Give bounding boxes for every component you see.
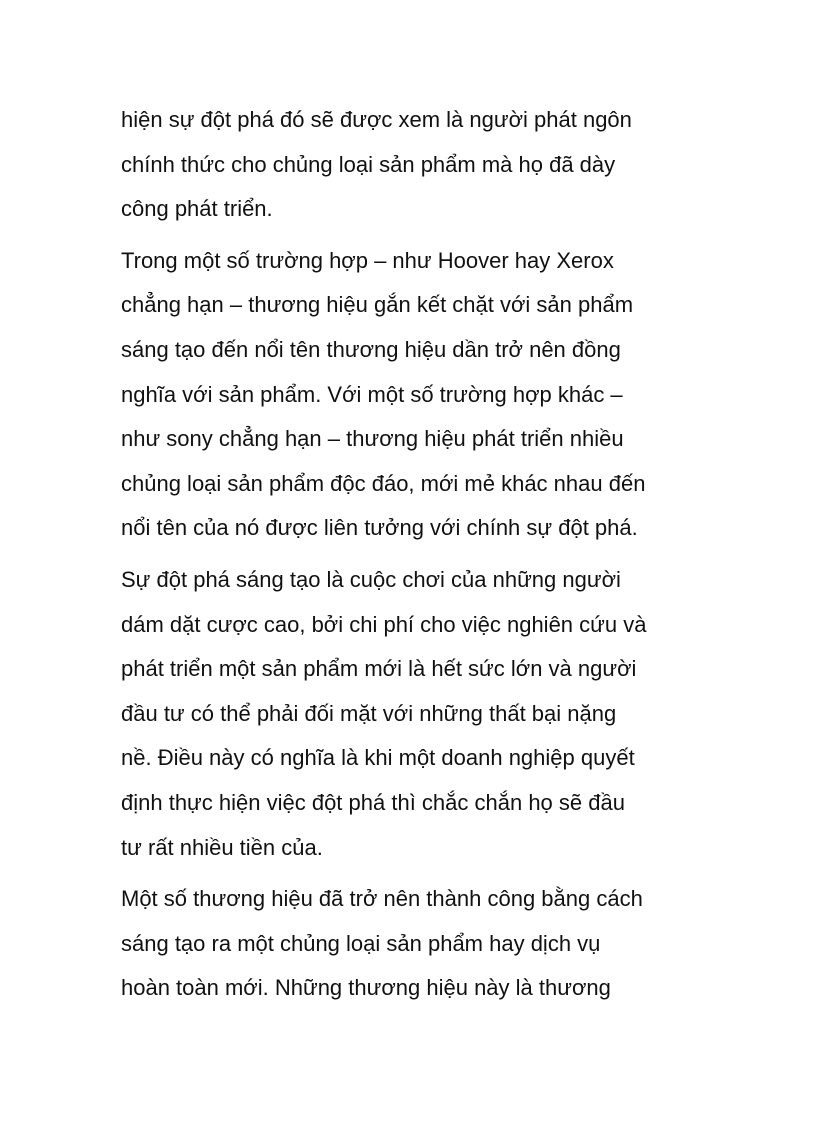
- text-line: tư rất nhiều tiền của.: [121, 834, 323, 860]
- text-line: Sự đột phá sáng tạo là cuộc chơi của những người: [121, 566, 621, 592]
- text-line: chẳng hạn – thương hiệu gắn kết chặt với sản phẩm: [121, 292, 634, 318]
- paragraph-4: [121, 877, 701, 1011]
- text-line: sáng tạo ra một chủng loại sản phẩm hay dịch vụ: [121, 930, 601, 956]
- text-line: phát triển một sản phẩm mới là hết sức lớn và người: [121, 656, 637, 682]
- text-line: đầu tư có thể phải đối mặt với những thất bại nặng: [121, 700, 617, 726]
- text-line: công phát triển.: [121, 196, 273, 222]
- text-line: Trong một số trường hợp – như Hoover hay Xerox: [121, 247, 614, 273]
- text-line: dám dặt cược cao, bởi chi phí cho việc nghiên cứu và: [121, 611, 647, 637]
- text-line: chính thức cho chủng loại sản phẩm mà họ đã dày: [121, 151, 616, 177]
- text-line: Một số thương hiệu đã trở nên thành công bằng cách: [121, 886, 643, 912]
- text-line: hoàn toàn mới. Những thương hiệu này là thương: [121, 975, 611, 1001]
- paragraph-3: [121, 558, 701, 870]
- text-line: định thực hiện việc đột phá thì chắc chắn họ sẽ đầu: [121, 789, 625, 815]
- document-page: [121, 98, 701, 1018]
- text-line: nổi tên của nó được liên tưởng với chính sự đột phá.: [121, 515, 638, 541]
- text-line: nề. Điều này có nghĩa là khi một doanh nghiệp quyết: [121, 745, 635, 771]
- text-line: hiện sự đột phá đó sẽ được xem là người phát ngôn: [121, 107, 632, 132]
- paragraph-2: [121, 239, 701, 551]
- paragraph-1: [121, 98, 701, 232]
- text-line: sáng tạo đến nổi tên thương hiệu dần trở nên đồng: [121, 336, 621, 362]
- text-line: chủng loại sản phẩm độc đáo, mới mẻ khác nhau đến: [121, 470, 646, 496]
- text-line: nghĩa với sản phẩm. Với một số trường hợp khác –: [121, 381, 623, 407]
- text-line: như sony chẳng hạn – thương hiệu phát triển nhiều: [121, 426, 624, 452]
